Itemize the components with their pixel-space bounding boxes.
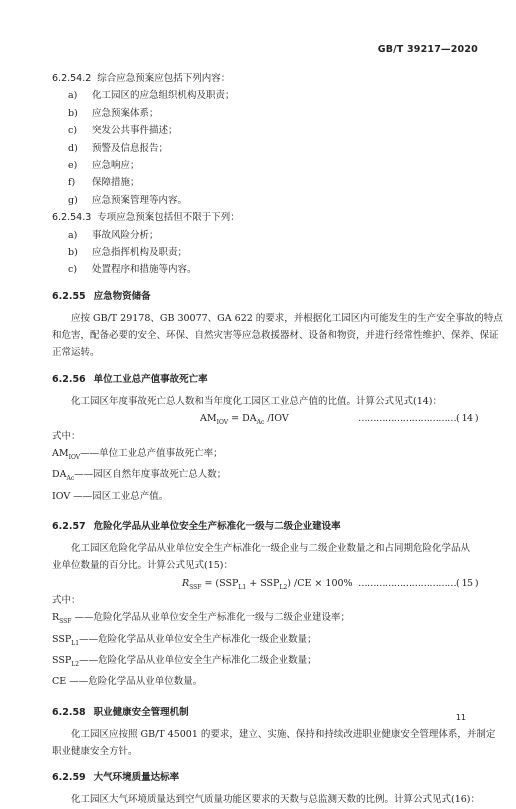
formula-part: ) /CE × 100% <box>287 577 353 589</box>
section-number: 6.2.55 <box>52 290 86 302</box>
formula-part: = DA <box>228 413 257 425</box>
formula-expression <box>182 575 353 596</box>
symbol-definition <box>52 466 478 487</box>
section-number: 6.2.56 <box>52 373 86 385</box>
section-heading-6-2-58 <box>52 704 478 721</box>
symbol-definition <box>52 652 478 673</box>
symbol-definition <box>52 488 478 509</box>
formula-expression <box>200 410 289 431</box>
where-label: 式中： <box>52 430 81 442</box>
leader-dots: …………………………… <box>358 577 457 589</box>
formula-part: /IOV <box>264 413 289 425</box>
list-item <box>52 157 478 174</box>
paragraph-line: 化工园区大气环境质量达到空气质量功能区要求的天数与总监测天数的比例。计算公式见式(16)： <box>71 794 481 806</box>
definition-symbol: IOV <box>52 490 71 502</box>
clause-6-2-54-2 <box>52 70 478 87</box>
standard-code-header: GB/T 39217—2020 <box>377 44 478 55</box>
definition-text: ——单位工业总产值事故死亡率； <box>80 448 223 460</box>
definition-subscript: SSF <box>59 618 72 626</box>
formula-subscript: L1 <box>238 583 247 591</box>
definition-text: ——园区工业总产值。 <box>70 490 169 502</box>
list-item-text: 处置程序和措施等内容。 <box>92 264 197 276</box>
clause-6-2-54-3 <box>52 209 478 226</box>
section-number: 6.2.57 <box>52 520 86 532</box>
list-item-text: 突发公共事件描述； <box>92 125 178 137</box>
formula-subscript: IOV <box>216 419 229 427</box>
paragraph-line: 职业健康安全方针。 <box>52 746 138 758</box>
definition-symbol: AM <box>52 448 69 460</box>
formula-symbol: R <box>182 577 190 589</box>
formula-number <box>358 410 478 427</box>
clause-number: 6.2.54.2 <box>52 73 92 84</box>
definition-symbol: SSP <box>52 633 72 645</box>
list-item <box>52 244 478 261</box>
list-item <box>52 87 478 104</box>
list-item <box>52 174 478 191</box>
formula-subscript: L2 <box>279 583 288 591</box>
paragraph-line: 应按 GB/T 29178、GB 30077、GA 622 的要求，并根据化工园区内可能发生的生产安全事故的特点 <box>71 312 503 324</box>
list-item <box>52 140 478 157</box>
list-item-text: 事故风险分析； <box>92 229 159 241</box>
definition-text: ——危险化学品从业单位安全生产标准化一级企业数量； <box>79 633 317 645</box>
symbol-definition <box>52 673 478 694</box>
list-item-label: g) <box>68 194 78 206</box>
paragraph-line: 和危害，配备必要的安全、环保、自然灾害等应急救援器材、设备和物资，并进行经常性维护、保养、保证 <box>52 330 499 342</box>
section-title: 单位工业总产值事故死亡率 <box>93 373 208 385</box>
definition-symbol: DA <box>52 469 67 481</box>
definition-subscript: Ac <box>66 475 75 483</box>
where-label: 式中： <box>52 595 81 607</box>
paragraph-line: 化工园区危险化学品从业单位安全生产标准化一级企业与二级企业数量之和占同期危险化学品从 <box>71 542 471 554</box>
leader-dots: …………………………… <box>358 413 457 425</box>
definitions-15 <box>52 609 478 694</box>
formula-number <box>358 575 478 592</box>
list-item <box>52 105 478 122</box>
list-item-text: 应急响应； <box>92 159 140 171</box>
list-6-2-54-2 <box>52 87 478 209</box>
list-item-text: 保障措施； <box>92 177 140 189</box>
section-number: 6.2.58 <box>52 706 86 718</box>
list-item-text: 应急预案管理等内容。 <box>92 194 188 206</box>
formula-subscript: Ac <box>256 419 265 427</box>
list-item-label: b) <box>68 246 78 258</box>
section-heading-6-2-56 <box>52 371 478 388</box>
definition-text: ——危险化学品从业单位安全生产标准化二级企业数量； <box>79 655 317 667</box>
symbol-definition <box>52 609 478 630</box>
formula-symbol: AM <box>200 413 217 425</box>
definition-symbol: SSP <box>52 655 72 667</box>
definition-subscript: L2 <box>71 660 80 668</box>
definition-symbol: R <box>52 612 60 624</box>
list-item <box>52 192 478 209</box>
definition-text: ——园区自然年度事故死亡总人数； <box>74 469 227 481</box>
list-item-label: a) <box>68 229 78 241</box>
section-title: 大气环境质量达标率 <box>93 772 180 784</box>
equation-number: ( 15 ) <box>456 577 478 589</box>
section-heading-6-2-59 <box>52 769 478 786</box>
list-item-label: a) <box>68 90 78 102</box>
list-item-label: d) <box>68 142 78 154</box>
page-content <box>52 70 503 809</box>
list-item-label: b) <box>68 107 78 119</box>
page-number: 11 <box>455 713 466 722</box>
list-item-label: e) <box>68 159 78 171</box>
list-6-2-54-3 <box>52 227 478 279</box>
clause-number: 6.2.54.3 <box>52 212 92 224</box>
formula-15 <box>52 575 478 592</box>
definition-subscript: L1 <box>71 639 80 647</box>
definition-subscript: IOV <box>68 453 81 461</box>
symbol-definition <box>52 445 478 466</box>
list-item-label: c) <box>68 125 78 137</box>
section-title: 应急物资储备 <box>93 290 151 302</box>
list-item-text: 应急预案体系； <box>92 107 159 119</box>
definition-text: ——危险化学品从业单位安全生产标准化一级与二级企业建设率； <box>71 612 350 624</box>
formula-part: + SSP <box>246 577 280 589</box>
formula-subscript: SSF <box>189 583 202 591</box>
formula-part: = (SSP <box>201 577 239 589</box>
list-item <box>52 227 478 244</box>
section-title: 危险化学品从业单位安全生产标准化一级与二级企业建设率 <box>93 520 341 532</box>
clause-text: 专项应急预案包括但不限于下列： <box>97 212 240 224</box>
list-item-label: f) <box>68 177 76 189</box>
formula-14 <box>52 410 478 427</box>
clause-text: 综合应急预案应包括下列内容： <box>97 73 231 84</box>
paragraph-line: 业单位数量的百分比。计算公式见式(15)： <box>52 560 234 572</box>
paragraph-line: 正常运转。 <box>52 347 100 359</box>
equation-number: ( 14 ) <box>456 413 478 425</box>
paragraph-line: 化工园区年度事故死亡总人数和当年度化工园区工业总产值的比值。计算公式见式(14)： <box>71 395 443 407</box>
symbol-definition <box>52 631 478 652</box>
section-number: 6.2.59 <box>52 772 86 784</box>
list-item-text: 应急指挥机构及职责； <box>92 246 188 258</box>
list-item-text: 预警及信息报告； <box>92 142 169 154</box>
section-heading-6-2-57 <box>52 518 478 535</box>
section-heading-6-2-55 <box>52 288 478 305</box>
list-item-text: 化工园区的应急组织机构及职责； <box>92 90 235 102</box>
paragraph-line: 化工园区应按照 GB/T 45001 的要求，建立、实施、保持和持续改进职业健康安全管理体系，并制定 <box>71 728 496 740</box>
list-item <box>52 122 478 139</box>
definition-symbol: CE <box>52 676 67 688</box>
definition-text: ——危险化学品从业单位数量。 <box>66 676 203 688</box>
list-item <box>52 261 478 278</box>
paragraph-6-2-55 <box>52 310 503 362</box>
definitions-14 <box>52 445 478 509</box>
list-item-label: c) <box>68 264 78 276</box>
section-title: 职业健康安全管理机制 <box>93 706 189 718</box>
